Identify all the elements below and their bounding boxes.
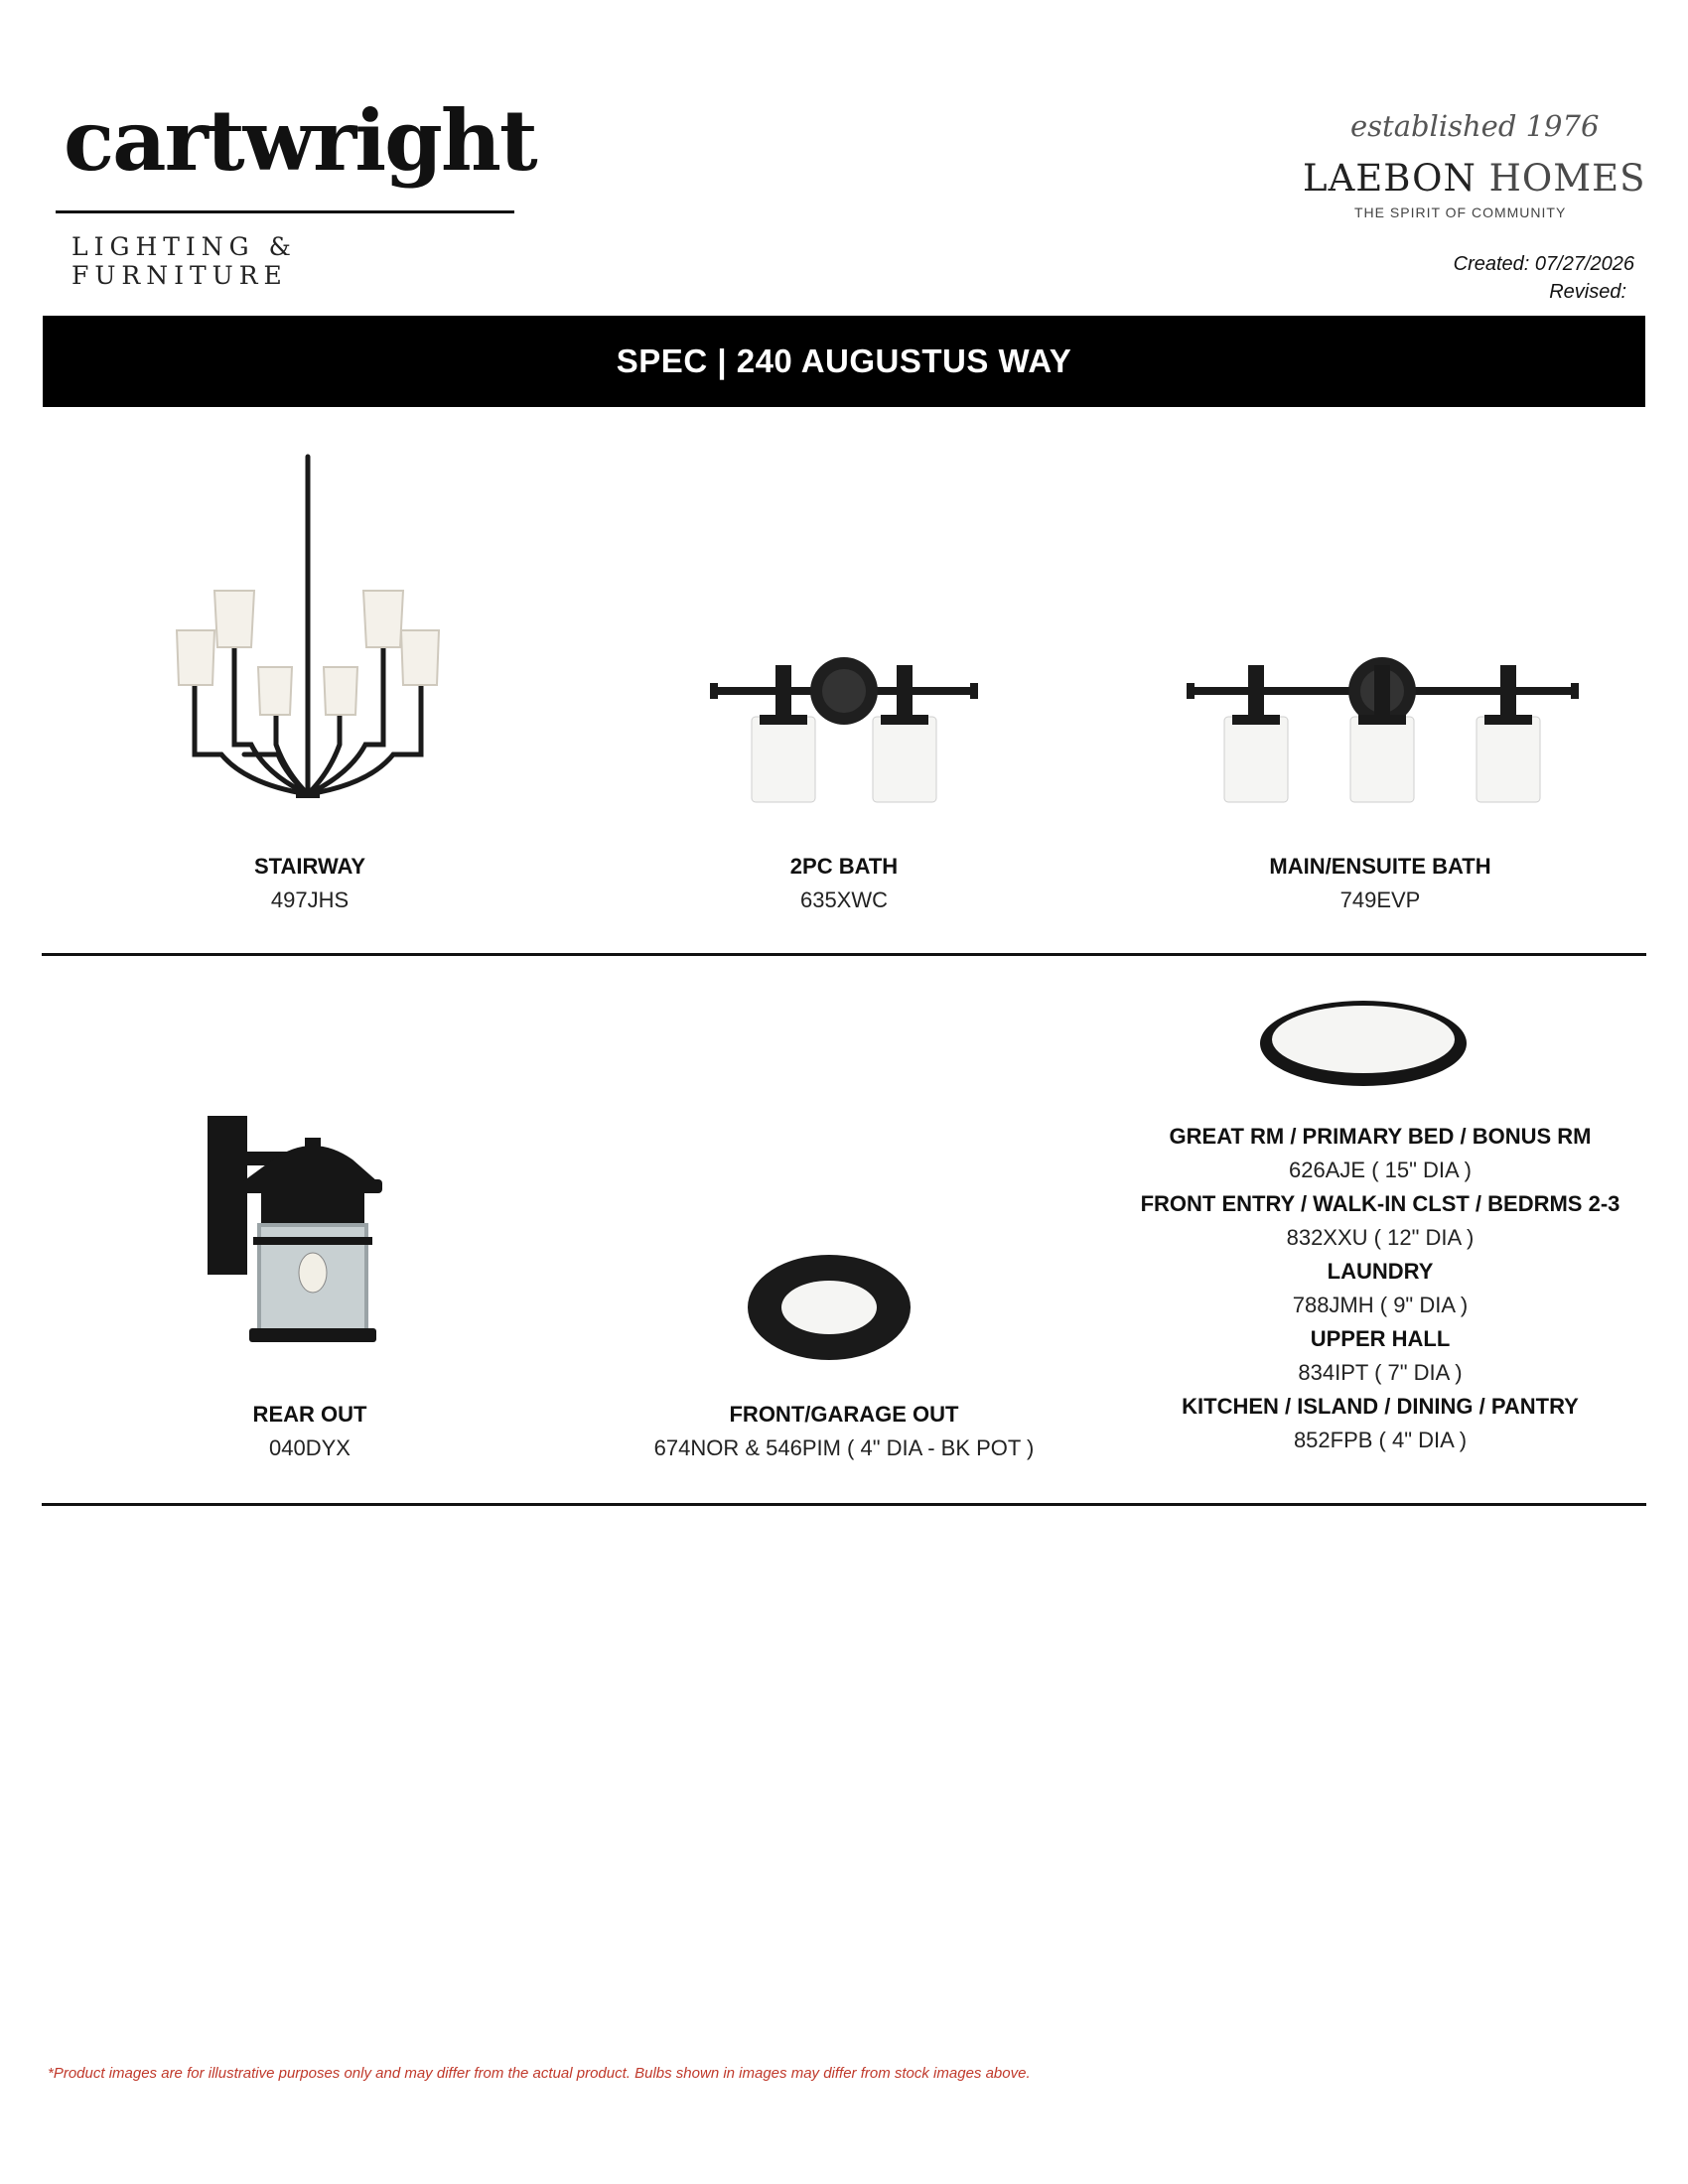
chandelier-image xyxy=(127,457,504,814)
disclaimer-note: *Product images are for illustrative purposes only and may differ from the actual product. Bulbs shown in images may differ from stock images above. xyxy=(48,2065,1031,2082)
fixture-code: 788JMH ( 9" DIA ) xyxy=(1292,1293,1469,1317)
fixture-location: GREAT RM / PRIMARY BED / BONUS RM xyxy=(1169,1124,1592,1149)
fixture-code: 635XWC xyxy=(799,887,889,912)
revised-date: Revised: xyxy=(1549,281,1626,303)
fixture-location: REAR OUT xyxy=(252,1402,367,1427)
fixture-code: 674NOR & 546PIM ( 4" DIA - BK POT ) xyxy=(653,1435,1035,1460)
builder-name xyxy=(1303,157,1646,200)
wall-lantern-image xyxy=(204,1112,392,1350)
laebon-homes-logo xyxy=(1281,109,1658,228)
two-light-vanity-image xyxy=(710,655,978,804)
title-bar xyxy=(43,316,1645,407)
fixture-location: STAIRWAY xyxy=(253,854,366,879)
stairway-caption xyxy=(254,850,365,917)
pot-light-image xyxy=(745,1253,914,1362)
builder-name-b: HOMES xyxy=(1488,157,1646,200)
fixture-location: KITCHEN / ISLAND / DINING / PANTRY xyxy=(1182,1394,1579,1419)
created-date: Created: 07/27/2026 xyxy=(1453,253,1634,275)
fixture-code: 832XXU ( 12" DIA ) xyxy=(1286,1225,1475,1250)
three-light-vanity-image xyxy=(1187,655,1579,804)
fixture-location: UPPER HALL xyxy=(1310,1326,1451,1351)
fixture-location: MAIN/ENSUITE BATH xyxy=(1269,854,1491,879)
2pc-bath-caption xyxy=(790,850,898,917)
ceiling-lights-list xyxy=(1141,1120,1620,1457)
brand-name: cartwright xyxy=(64,91,536,190)
builder-established: established 1976 xyxy=(1350,109,1600,143)
brand-subtitle: LIGHTING & FURNITURE xyxy=(71,232,297,290)
rear-out-caption xyxy=(253,1398,367,1465)
date-block xyxy=(1454,250,1634,306)
front-garage-out-caption xyxy=(654,1398,1035,1465)
fixture-code: 852FPB ( 4" DIA ) xyxy=(1293,1428,1468,1452)
fixture-code: 834IPT ( 7" DIA ) xyxy=(1298,1360,1463,1385)
section-divider xyxy=(42,953,1646,956)
fixture-code: 497JHS xyxy=(270,887,350,912)
cartwright-logo xyxy=(56,91,536,290)
section-divider xyxy=(42,1503,1646,1506)
brand-divider xyxy=(56,210,514,213)
fixture-code: 749EVP xyxy=(1339,887,1421,912)
page-title: SPEC | 240 AUGUSTUS WAY xyxy=(616,342,1072,379)
main-ensuite-bath-caption xyxy=(1269,850,1490,917)
builder-name-a: LAEBON xyxy=(1303,157,1477,200)
builder-tagline: THE SPIRIT OF COMMUNITY xyxy=(1354,205,1567,220)
fixture-location: LAUNDRY xyxy=(1327,1259,1434,1284)
fixture-code: 040DYX xyxy=(269,1435,351,1460)
fixture-code: 626AJE ( 15" DIA ) xyxy=(1289,1158,1472,1182)
fixture-location: 2PC BATH xyxy=(789,854,899,879)
flush-mount-image xyxy=(1259,998,1468,1087)
fixture-location: FRONT/GARAGE OUT xyxy=(729,1402,959,1427)
fixture-location: FRONT ENTRY / WALK-IN CLST / BEDRMS 2-3 xyxy=(1140,1191,1620,1216)
